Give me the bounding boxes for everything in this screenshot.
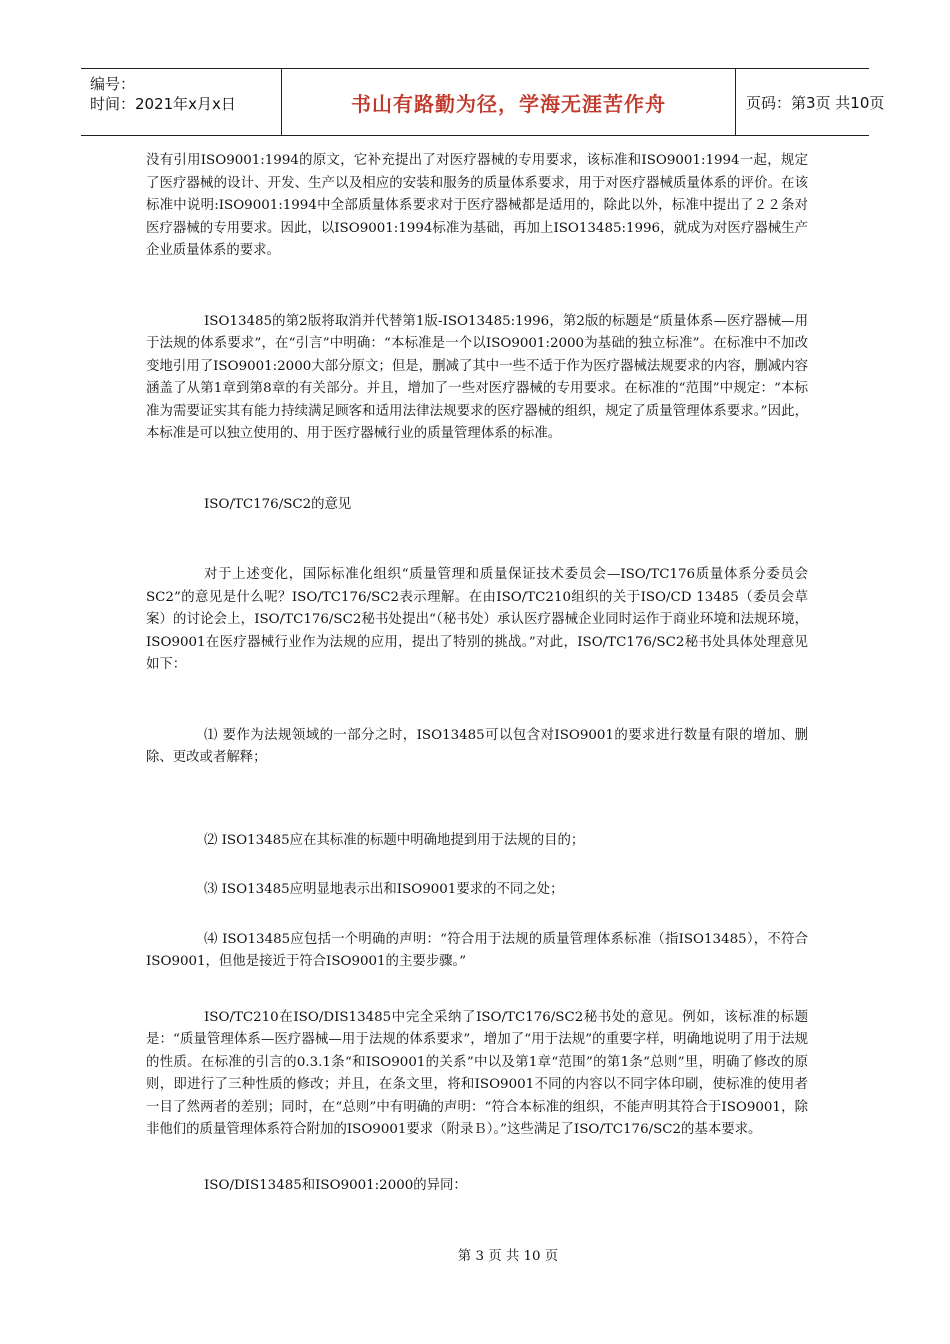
paragraph-tc210-adoption: ISO/TC210在ISO/DIS13485中完全采纳了ISO/TC176/SC2秘书处的意见。例如，该标准的标题是：“质量管理体系—医疗器械—用于法规的体系要求”，增加了“用于法规”的重要字样，明确地说明了用于法规的性质。在标准的引言的0.3.1条“和ISO9001的关系”中以及第1章“范围”的第1条“总则”里，明确了修改的原则，即进行了三种性质的修改；并且，在条文里，将和ISO9001不同的内容以不同字体印刷，使标准的使用者一目了然两者的差别；同时，在“总则”中有明确的声明：“符合本标准的组织，不能声明其符合于ISO9001，除非他们的质量管理体系符合附加的ISO9001要求（附录Ｂ）。”这些满足了ISO/TC176/SC2的基本要求。 bbox=[146, 1009, 808, 1137]
header-page-cell bbox=[736, 69, 885, 135]
header-motto-cell bbox=[281, 69, 736, 135]
page-header bbox=[81, 68, 885, 136]
header-page-number: 页码：第3页 共10页 bbox=[746, 93, 885, 112]
list-item-2: ⑵ ISO13485应在其标准的标题中明确地提到用于法规的目的； bbox=[204, 832, 585, 848]
section-heading-sc2-opinion: ISO/TC176/SC2的意见 bbox=[204, 496, 352, 512]
page-footer: 第 3 页 共 10 页 bbox=[457, 1249, 559, 1264]
header-motto: 书山有路勤为径，学海无涯苦作舟 bbox=[351, 91, 666, 116]
list-item-4: ⑷ ISO13485应包括一个明确的声明：“符合用于法规的质量管理体系标准（指ISO13485），不符合 ISO9001，但他是接近于符合ISO9001的主要步骤。” bbox=[146, 931, 808, 969]
paragraph-intro-continued: 没有引用ISO9001:1994的原文，它补充提出了对医疗器械的专用要求，该标准和ISO9001:1994一起，规定了医疗器械的设计、开发、生产以及相应的安装和服务的质量体系要求，用于对医疗器械质量体系的评价。在该标准中说明:ISO9001:1994中全部质量体系要求对于医疗器械都是适用的，除此以外，标准中提出了２２条对医疗器械的专用要求。因此，以ISO9001:1994标准为基础，再加上ISO13485:1996，就成为对医疗器械生产企业质量体系的要求。 bbox=[146, 153, 808, 258]
document-number-label: 编号： bbox=[90, 75, 136, 93]
document-date-label: 时间：2021年x月x日 bbox=[90, 95, 236, 113]
header-meta bbox=[81, 69, 281, 135]
list-item-3: ⑶ ISO13485应明显地表示出和ISO9001要求的不同之处； bbox=[204, 882, 564, 897]
paragraph-iso13485-second-edition: ISO13485的第2版将取消并代替第1版-ISO13485:1996，第2版的标题是“质量体系—医疗器械—用于法规的体系要求”，在“引言”中明确：“本标准是一个以ISO9001:2000为基础的独立标准”。在标准中不加改变地引用了ISO9001:2000大部分原文；但是，删减了其中一些不适于作为医疗器械法规要求的内容，删减内容涵盖了从第1章到第8章的有关部分。并且，增加了一些对医疗器械的专用要求。在标准的“范围”中规定：“本标准为需要证实其有能力持续满足顾客和适用法律法规要求的医疗器械的组织，规定了质量管理体系要求。”因此，本标准是可以独立使用的、用于医疗器械行业的质量管理体系的标准。 bbox=[146, 313, 808, 441]
document-body bbox=[146, 150, 808, 1197]
section-heading-differences: ISO/DIS13485和ISO9001:2000的异同： bbox=[204, 1177, 467, 1193]
list-item-1: ⑴ 要作为法规领域的一部分之时，ISO13485可以包含对ISO9001的要求进行数量有限的增加、删除、更改或者解释； bbox=[146, 727, 808, 765]
paragraph-sc2-response: 对于上述变化，国际标准化组织“质量管理和质量保证技术委员会—ISO/TC176质量体系分委员会SC2”的意见是什么呢？ISO/TC176/SC2表示理解。在由ISO/TC210组织的关于ISO/CD 13485（委员会草案）的讨论会上，ISO/TC176/SC2秘书处提出“（秘书处）承认医疗器械企业同时运作于商业环境和法规环境，ISO9001在医疗器械行业作为法规的应用，提出了特别的挑战。”对此，ISO/TC176/SC2秘书处具体处理意见如下： bbox=[146, 567, 808, 672]
